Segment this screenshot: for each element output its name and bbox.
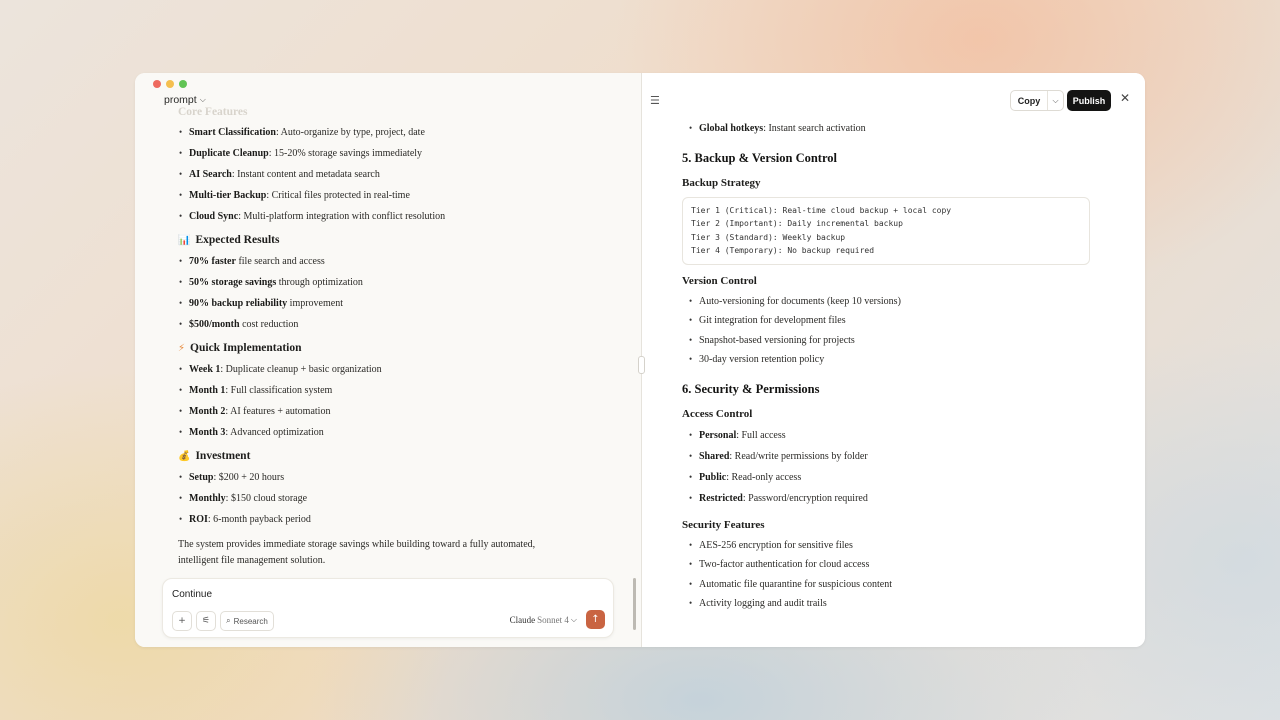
minimize-window-button[interactable] (166, 80, 174, 88)
list-item: • Two-factor authentication for cloud access (698, 555, 1102, 575)
model-selector[interactable] (510, 615, 577, 625)
copy-options-dropdown[interactable] (1047, 91, 1063, 110)
list-item: • Month 3: Advanced optimization (178, 422, 598, 443)
scrollbar-thumb[interactable] (633, 578, 636, 630)
list-item: • Automatic file quarantine for suspicious content (698, 575, 1102, 595)
code-line: Tier 2 (Important): Daily incremental backup (691, 219, 903, 228)
panel-resize-handle[interactable] (638, 356, 645, 374)
list-item: • Restricted: Password/encryption required (698, 488, 1102, 509)
list-item: • Duplicate Cleanup: 15-20% storage savings immediately (178, 143, 598, 164)
model-brand: Claude (509, 615, 536, 625)
zoom-window-button[interactable] (179, 80, 187, 88)
artifact-panel (642, 73, 1145, 647)
list-item: • Auto-versioning for documents (keep 10 versions) (698, 292, 1102, 312)
add-attachment-button[interactable] (172, 611, 192, 631)
research-label: Research (233, 616, 268, 626)
close-icon: ✕ (1120, 91, 1131, 105)
core-features-list (178, 122, 598, 227)
list-item: • Setup: $200 + 20 hours (178, 467, 598, 488)
sliders-icon: ⚟ (201, 616, 211, 626)
chevron-down-icon: ⌵ (570, 615, 577, 624)
list-item: • 90% backup reliability improvement (178, 293, 598, 314)
artifact-document (682, 119, 1102, 614)
conversation-title-menu[interactable] (164, 94, 206, 106)
chat-input[interactable]: Continue (172, 589, 213, 600)
list-item: • Monthly: $150 cloud storage (178, 488, 598, 509)
list-item: • Shared: Read/write permissions by folder (698, 446, 1102, 467)
code-line: Tier 3 (Standard): Weekly backup (691, 232, 846, 242)
version-list (682, 292, 1102, 370)
copy-button[interactable]: Copy (1017, 95, 1041, 106)
list-item: • $500/month cost reduction (178, 314, 598, 335)
list-item: • AES-256 encryption for sensitive files (698, 536, 1102, 556)
list-item: • Personal: Full access (698, 425, 1102, 446)
list-item: • 30-day version retention policy (698, 350, 1102, 370)
list-item: • Month 1: Full classification system (178, 380, 598, 401)
window-controls (153, 80, 187, 88)
bar-chart-icon: 📊 (178, 234, 191, 246)
list-item: • Global hotkeys: Instant search activation (698, 119, 1102, 139)
list-item: • Public: Read-only access (698, 467, 1102, 488)
conversation-title: prompt (164, 94, 197, 106)
list-item: • AI Search: Instant content and metadata search (178, 164, 598, 185)
section-heading-expected-results: 📊 Expected Results (178, 234, 280, 246)
publish-button[interactable]: Publish (1067, 90, 1111, 111)
implementation-list (178, 359, 598, 443)
list-item: • Cloud Sync: Multi-platform integration with conflict resolution (178, 206, 598, 227)
list-item: • 70% faster file search and access (178, 251, 598, 272)
list-item: • Snapshot-based versioning for projects (698, 331, 1102, 351)
close-window-button[interactable] (153, 80, 161, 88)
section-heading-security: 6. Security & Permissions (682, 381, 820, 396)
list-item: • Smart Classification: Auto-organize by type, project, date (178, 122, 598, 143)
arrow-up-icon: ↑ (591, 614, 600, 625)
chevron-down-icon: ⌵ (1052, 95, 1059, 105)
section-heading-quick-implementation: ⚡ Quick Implementation (178, 342, 302, 354)
lightning-icon: ⚡ (178, 342, 186, 354)
list-item: • Week 1: Duplicate cleanup + basic organization (178, 359, 598, 380)
section-heading-core-features: Core Features (178, 107, 248, 118)
close-artifact-button[interactable] (1120, 91, 1130, 105)
section-heading-backup: 5. Backup & Version Control (682, 150, 838, 165)
app-window (135, 73, 1145, 647)
security-list (682, 536, 1102, 614)
money-bag-icon: 💰 (178, 450, 191, 462)
model-version: Sonnet 4 (537, 615, 569, 625)
code-line: Tier 1 (Critical): Real-time cloud backup + local copy (691, 205, 952, 215)
list-item: • 50% storage savings through optimization (178, 272, 598, 293)
table-of-contents-icon[interactable]: ☰ (650, 94, 660, 107)
send-button[interactable] (586, 610, 605, 629)
subheading-version-control: Version Control (682, 274, 757, 287)
results-list (178, 251, 598, 335)
assistant-message (178, 122, 598, 569)
list-item: • ROI: 6-month payback period (178, 509, 598, 530)
hotkeys-list (682, 119, 1102, 139)
chat-panel (135, 73, 642, 647)
list-item: • Multi-tier Backup: Critical files protected in real-time (178, 185, 598, 206)
research-button[interactable] (220, 611, 274, 631)
chat-composer (162, 578, 614, 638)
copy-button-group (1010, 90, 1064, 111)
list-item: • Activity logging and audit trails (698, 594, 1102, 614)
code-line: Tier 4 (Temporary): No backup required (691, 246, 875, 255)
summary-paragraph: The system provides immediate storage savings while building toward a fully automated, intelligent file management solution. (178, 539, 536, 566)
tools-button[interactable] (196, 611, 216, 631)
subheading-access-control: Access Control (682, 407, 753, 420)
plus-icon: + (178, 616, 186, 626)
subheading-security-features: Security Features (682, 518, 765, 531)
chevron-down-icon: ⌵ (199, 95, 206, 104)
chat-scroll-area[interactable] (135, 107, 641, 577)
search-icon: ⌕ (226, 616, 231, 625)
subheading-backup-strategy: Backup Strategy (682, 176, 761, 189)
code-block (682, 197, 1090, 265)
list-item: • Month 2: AI features + automation (178, 401, 598, 422)
list-item: • Git integration for development files (698, 311, 1102, 331)
access-list (682, 425, 1102, 509)
section-heading-investment: 💰 Investment (178, 450, 251, 462)
investment-list (178, 467, 598, 530)
